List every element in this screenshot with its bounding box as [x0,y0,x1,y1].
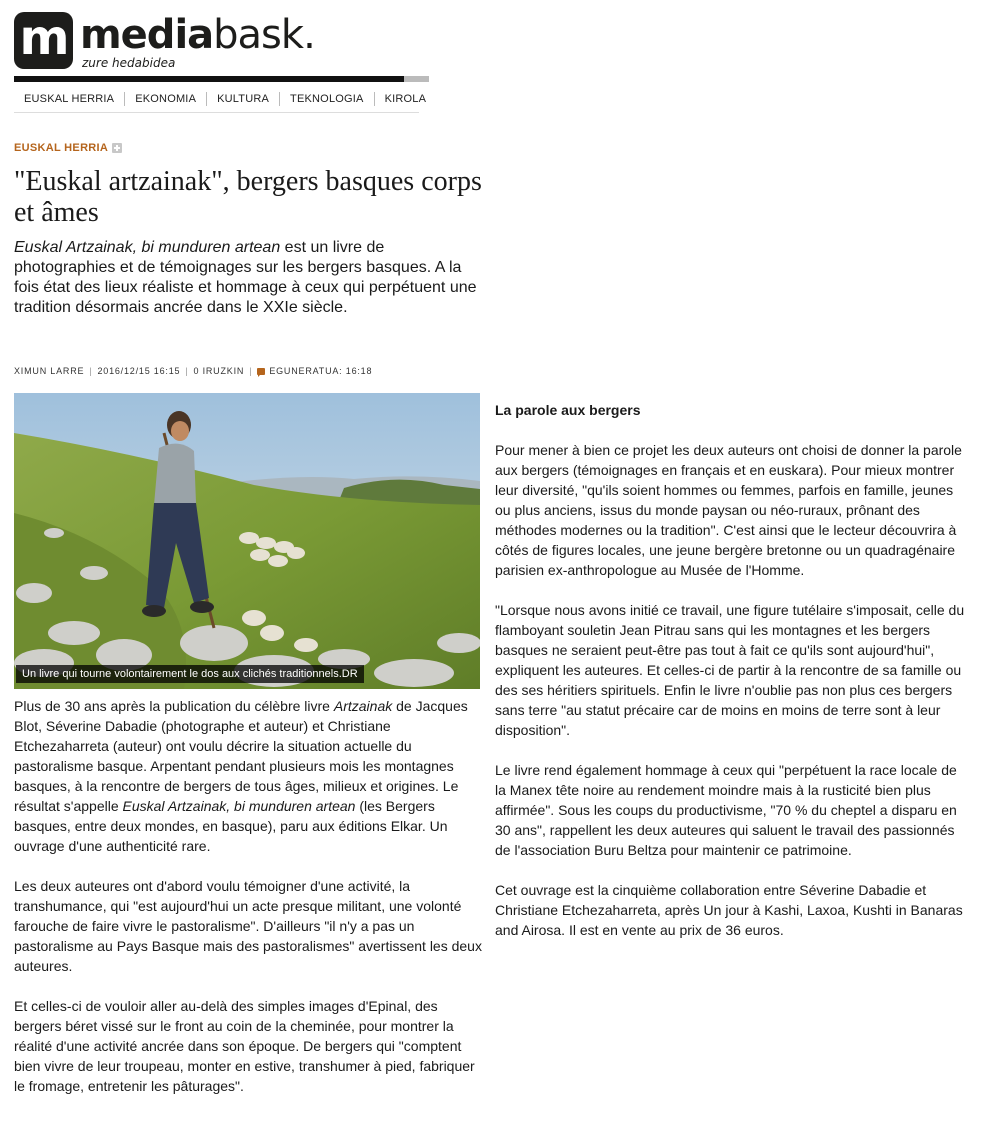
body-left-column [14,696,486,1116]
article-photo [14,393,480,689]
publish-date: 2016/12/15 16:15 [97,366,181,376]
paragraph-5: "Lorsque nous avons initié ce travail, une figure tutélaire s'imposait, celle du flamboyant souletin Jean Pitrau sans qui les montagnes et les bergers basques ne seraient peut-être pas tout à fait ce qu'ils sont aujourd'hui", expliquent les auteures. Et celles-ci de partir à la rencontre de sa famille ou des ses héritiers spirituels. Enfin le livre n'oublie pas non plus ces bergers sans terre "au statut précaire car de moins en moins de terre sont à leur disposition". [495,602,965,738]
logo-tagline: zure hedabidea [82,56,176,70]
paragraph-7: Cet ouvrage est la cinquième collaboration entre Séverine Dabadie et Christiane Etchezaharreta, après Un jour à Kashi, Laxoa, Kushti in Banaras and Airosa. Il est en vente au prix de 36 euros. [495,882,963,938]
paragraph-2: Les deux auteures ont d'abord voulu témoigner d'une activité, la transhumance, qui "est aujourd'hui un acte presque militant, une volonté farouche de faire vivre le pastoralisme". D'ailleurs "il n'y a pas un pastoralisme au Pays Basque mais des pastoralismes" avertissent les deux auteures. [14,878,482,974]
plus-icon[interactable] [112,143,122,153]
article-lead [14,238,484,318]
nav-item-kirola[interactable]: KIROLA [374,92,437,106]
comment-count[interactable]: 0 IRUZKIN [193,366,245,376]
meta-separator: | [89,366,93,376]
paragraph-6: Le livre rend également hommage à ceux qui "perpétuent la race locale de la Manex tête noire au rendement moindre mais à la rusticité bien plus affirmée". Sous les coups du productivisme, "70 % du cheptel a disparu en 30 ans", rappellent les deux auteures qui saluent le travail des passionnés de l'association Buru Beltza pour maintenir ce patrimoine. [495,762,957,858]
photo-caption: Un livre qui tourne volontairement le dos aux clichés traditionnels.DR [16,665,364,683]
nav-item-ekonomia[interactable]: EKONOMIA [124,92,206,106]
p1-part-b: de Jacques Blot, Séverine Dabadie (photographe et auteur) et Christiane Etchezaharreta (auteur) ont voulu décrire la situation actuelle du pastoralisme basque. Arpentant pendant plusieurs mois les montagnes basques, à la rencontre de bergers de tous âges, milieux et origines. Le résultat s'appelle [14,698,468,814]
comment-icon [257,368,265,375]
nav-item-euskal-herria[interactable]: EUSKAL HERRIA [24,93,115,105]
lead-text: est un livre de photographies et de témoignages sur les bergers basques. A la fois état des lieux réaliste et hommage à ceux qui perpétuent une tradition désormais ancrée dans le XXIe siècle. [14,239,477,316]
logo-mark: m [14,12,73,69]
nav-item-teknologia[interactable]: TEKNOLOGIA [279,92,374,106]
nav-item-kultura[interactable]: KULTURA [206,92,279,106]
p1-part-c: (les Bergers basques, entre deux mondes, en basque), paru aux éditions Elkar. Un ouvrage d'une authenticité rare. [14,798,448,854]
logo-wordmark-bold: media [80,12,214,58]
meta-separator: | [249,366,253,376]
body-right-column [495,400,970,960]
logo-wordmark-light: bask. [213,12,315,58]
lead-book-title: Euskal Artzainak, bi munduren artean [14,239,281,256]
p1-part-a: Plus de 30 ans après la publication du célèbre livre [14,698,334,714]
header-bar [14,76,404,82]
logo-wordmark [80,12,315,58]
main-nav [14,89,436,109]
article-title: "Euskal artzainak", bergers basques corps et âmes [14,166,482,228]
paragraph-4: Pour mener à bien ce projet les deux auteurs ont choisi de donner la parole aux bergers (témoignages en français et en euskara). Pour mieux montrer leur diversité, "qu'ils soient hommes ou femmes, parfois en famille, jeunes ou plus anciens, issus du monde paysan ou néo-ruraux, prônant des méthodes modernes ou la tradition". C'est ainsi que le lecteur découvrira à côtés de figures locales, une jeune bergère bretonne ou un quadragénaire parisien ex-anthropologue au Musée de l'Homme. [495,442,962,578]
header-bar-accent [404,76,429,82]
paragraph-1 [14,696,486,856]
author-name[interactable]: XIMUN LARRE [14,366,85,376]
photo-illustration [14,393,480,689]
meta-separator: | [185,366,189,376]
section-label[interactable]: EUSKAL HERRIA [14,142,109,154]
article-meta [14,366,372,376]
nav-divider [14,112,419,113]
subheading: La parole aux bergers [495,402,641,418]
updated-time: EGUNERATUA: 16:18 [269,366,373,376]
p1-book-artzainak: Artzainak [333,698,393,714]
p1-book-title: Euskal Artzainak, bi munduren artean [122,798,356,814]
paragraph-3: Et celles-ci de vouloir aller au-delà des simples images d'Epinal, des bergers béret vissé sur le front au coin de la cheminée, pour montrer la réalité d'une activité ancrée dans son époque. De bergers qui "comptent bien vivre de leur troupeau, monter en estive, transhumer à pied, fabriquer le fromage, entretenir les pâturages". [14,998,475,1094]
